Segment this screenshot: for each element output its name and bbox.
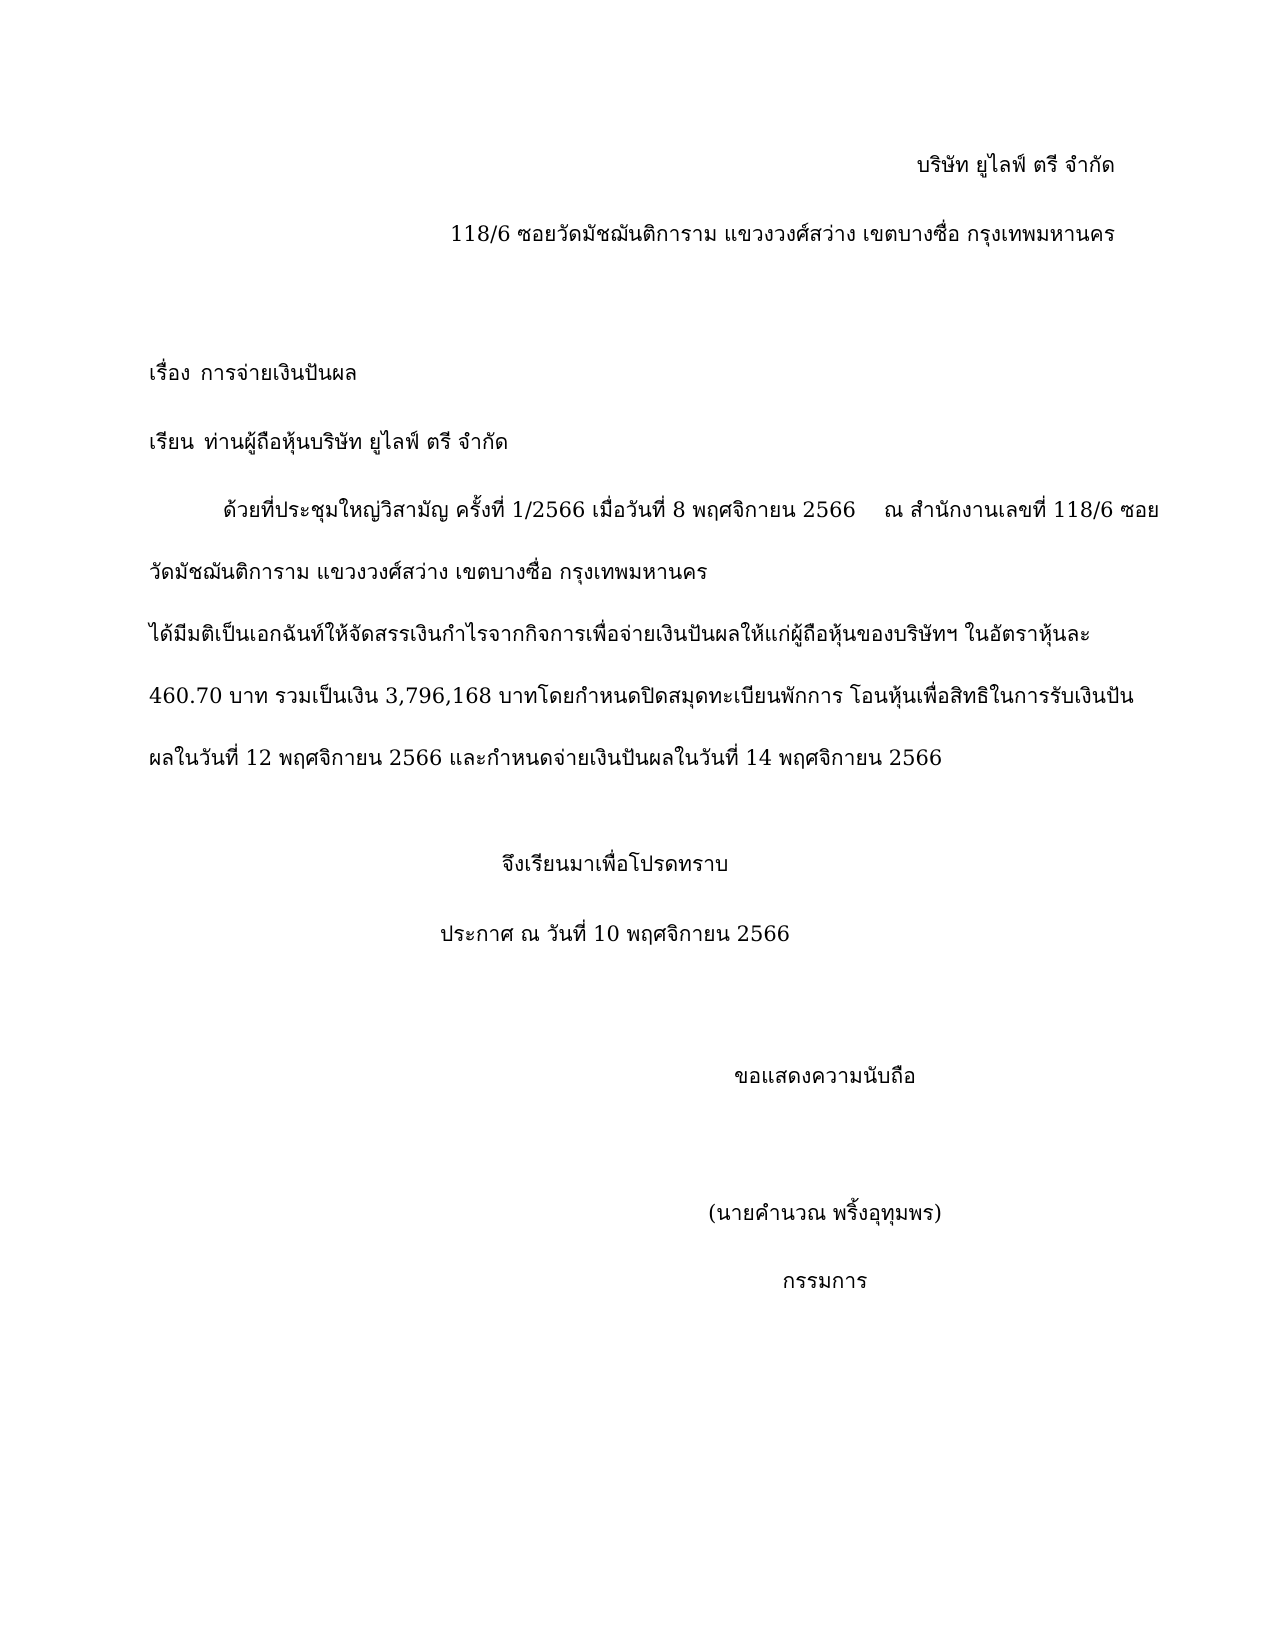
paragraph-1-line-1-part-2: ณ สำนักงานเลขที่ 118/6 ซอย (883, 498, 1160, 522)
paragraph-1-line-1 (149, 479, 1160, 541)
signatory-title: กรรมการ (782, 1269, 868, 1293)
subject-value: การจ่ายเงินปันผล (200, 361, 358, 385)
paragraph-2-line-3: ผลในวันที่ 12 พฤศจิกายน 2566 และกำหนดจ่ายเงินปันผลในวันที่ 14 พฤศจิกายน 2566 (149, 746, 943, 770)
recipient-line (149, 427, 508, 457)
paragraph-1-line-1-part-1: ด้วยที่ประชุมใหญ่วิสามัญ ครั้งที่ 1/2566 เมื่อวันที่ 8 พฤศจิกายน 2566 (223, 498, 856, 522)
paragraph-1-line-2: วัดมัชฌันติการาม แขวงวงศ์สว่าง เขตบางซื่อ กรุงเทพมหานคร (149, 560, 708, 584)
signatory-name: (นายคำนวณ พริ้งอุทุมพร) (708, 1201, 942, 1225)
recipient-label: เรียน (149, 430, 195, 454)
body-paragraph-1 (149, 479, 1160, 603)
paragraph-2-line-1: ได้มีมติเป็นเอกฉันท์ให้จัดสรรเงินกำไรจากกิจการเพื่อจ่ายเงินปันผลให้แก่ผู้ถือหุ้นของบริษัทฯ ในอัตราหุ้นละ (149, 622, 1091, 646)
company-name: บริษัท ยูไลฟ์ ตรี จำกัด (916, 153, 1115, 177)
subject-label: เรื่อง (149, 361, 191, 385)
company-address: 118/6 ซอยวัดมัชฌันติการาม แขวงวงศ์สว่าง เขตบางซื่อ กรุงเทพมหานคร (450, 222, 1115, 246)
announce-date: ประกาศ ณ วันที่ 10 พฤศจิกายน 2566 (439, 922, 791, 946)
closing-regards: ขอแสดงความนับถือ (734, 1064, 916, 1088)
subject-line (149, 358, 357, 388)
body-paragraph-2 (149, 603, 1134, 789)
closing-inform: จึงเรียนมาเพื่อโปรดทราบ (501, 852, 729, 876)
recipient-value: ท่านผู้ถือหุ้นบริษัท ยูไลฟ์ ตรี จำกัด (204, 430, 509, 454)
paragraph-2-line-2: 460.70 บาท รวมเป็นเงิน 3,796,168 บาทโดยกำหนดปิดสมุดทะเบียนพักการ โอนหุ้นเพื่อสิทธิในการรับเงินปัน (149, 684, 1134, 708)
